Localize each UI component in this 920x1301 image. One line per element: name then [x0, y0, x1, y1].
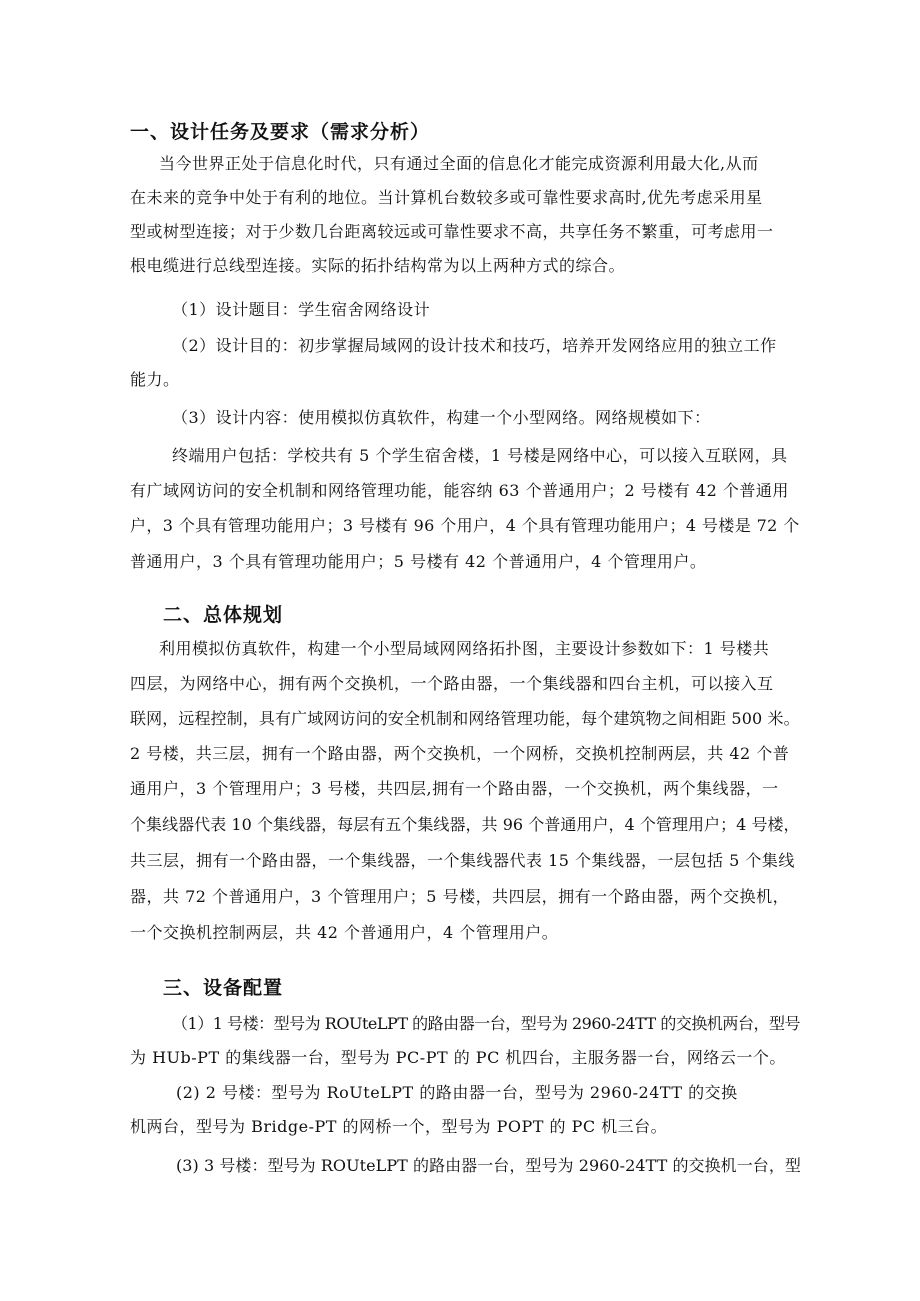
- equipment-building3-line-1: (3) 3 号楼：型号为 ROUteLPT 的路由器一台，型号为 2960-24TT 的交换机一台，型: [176, 1156, 801, 1175]
- design-content-item: （3）设计内容：使用模拟仿真软件，构建一个小型网络。网络规模如下：: [172, 408, 711, 427]
- planning-line-9: 一个交换机控制两层，共 42 个普通用户，4 个管理用户。: [130, 923, 559, 942]
- equipment-building1-line-1: （1）1 号楼：型号为 ROUteLPT 的路由器一台，型号为 2960-24TT 的交换机两台，型号: [172, 1014, 801, 1033]
- intro-line-1: 当今世界正处于信息化时代，只有通过全面的信息化才能完成资源利用最大化,从而: [159, 154, 759, 173]
- section-heading-requirements: 一、设计任务及要求（需求分析）: [130, 121, 431, 143]
- section-heading-equipment: 三、设备配置: [163, 977, 284, 999]
- intro-line-2: 在未来的竞争中处于有利的地位。当计算机台数较多或可靠性要求高时,优先考虑采用星: [130, 188, 763, 207]
- planning-line-1: 利用模拟仿真软件，构建一个小型局域网网络拓扑图，主要设计参数如下：1 号楼共: [159, 639, 770, 658]
- planning-line-5: 通用户，3 个管理用户；3 号楼，共四层,拥有一个路由器，一个交换机，两个集线器，一: [130, 779, 779, 798]
- equipment-building2-line-2: 机两台，型号为 Bridge-PT 的网桥一个，型号为 POPT 的 PC 机三台。: [130, 1117, 668, 1136]
- users-line-4: 普通用户，3 个具有管理功能用户；5 号楼有 42 个普通用户，4 个管理用户。: [130, 552, 707, 571]
- planning-line-2: 四层，为网络中心，拥有两个交换机，一个路由器，一个集线器和四台主机，可以接入互: [130, 674, 774, 693]
- intro-line-4: 根电缆进行总线型连接。实际的拓扑结构常为以上两种方式的综合。: [130, 256, 626, 275]
- planning-line-6: 个集线器代表 10 个集线器，每层有五个集线器，共 96 个普通用户，4 个管理用户；4 号楼，: [130, 815, 800, 834]
- equipment-building2-line-1: (2) 2 号楼：型号为 RoUteLPT 的路由器一台，型号为 2960-24TT 的交换: [176, 1083, 738, 1102]
- planning-line-8: 器，共 72 个普通用户，3 个管理用户；5 号楼，共四层，拥有一个路由器，两个交换机，: [130, 887, 790, 906]
- users-line-1: 终端用户包括：学校共有 5 个学生宿舍楼，1 号楼是网络中心，可以接入互联网，具: [172, 446, 788, 465]
- planning-line-7: 共三层，拥有一个路由器，一个集线器，一个集线器代表 15 个集线器，一层包括 5 个集线: [130, 851, 795, 870]
- design-title-item: （1）设计题目：学生宿舍网络设计: [172, 300, 431, 319]
- users-line-3: 户，3 个具有管理功能用户；3 号楼有 96 个用户，4 个具有管理功能用户；4 号楼是 72 个: [130, 516, 800, 535]
- design-goal-line-2: 能力。: [130, 370, 180, 389]
- design-goal-line-1: （2）设计目的：初步掌握局域网的设计技术和技巧，培养开发网络应用的独立工作: [172, 336, 777, 355]
- equipment-building1-line-2: 为 HUb-PT 的集线器一台，型号为 PC-PT 的 PC 机四台，主服务器一台，网络云一个。: [130, 1048, 786, 1067]
- users-line-2: 有广域网访问的安全机制和网络管理功能，能容纳 63 个普通用户；2 号楼有 42 个普通用: [130, 481, 789, 500]
- planning-line-4: 2 号楼，共三层，拥有一个路由器，两个交换机，一个网桥，交换机控制两层，共 42 个普: [130, 744, 790, 763]
- intro-line-3: 型或树型连接；对于少数几台距离较远或可靠性要求不高，共享任务不繁重，可考虑用一: [130, 222, 774, 241]
- planning-line-3: 联网，远程控制，具有广域网访问的安全机制和网络管理功能，每个建筑物之间相距 500 米。: [130, 709, 800, 728]
- section-heading-planning: 二、总体规划: [163, 604, 284, 626]
